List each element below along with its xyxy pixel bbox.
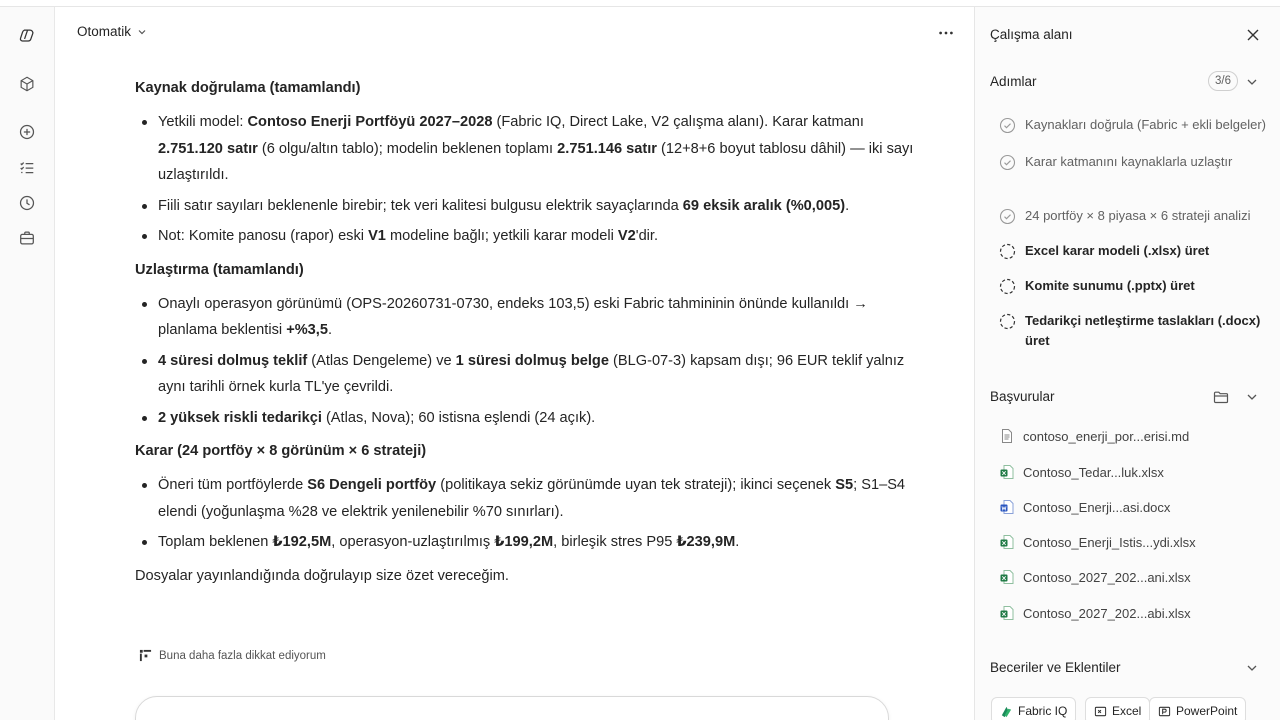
reference-name: contoso_enerji_por...erisi.md <box>1023 428 1190 444</box>
steps-progress-badge: 3/6 <box>1208 71 1238 91</box>
close-icon[interactable] <box>1244 26 1262 44</box>
fabric-icon <box>1000 705 1013 718</box>
bullet-list <box>135 291 915 432</box>
bullet-item <box>135 405 915 432</box>
check-circle-icon <box>999 208 1016 225</box>
step-label: Tedarikçi netleştirme taslakları (.docx) üret <box>1025 313 1261 348</box>
bold-text: V1 <box>368 228 386 244</box>
closing-text: Dosyalar yayınlandığında doğrulayıp size özet vereceğim. <box>135 567 509 584</box>
excel-file-icon <box>999 605 1015 621</box>
text-segment: Not: Komite panosu (rapor) eski <box>158 228 369 244</box>
skill-chip-label: PowerPoint <box>1176 704 1238 718</box>
text-segment: Öneri tüm portföylerde <box>158 477 308 493</box>
bullet-item <box>135 291 915 344</box>
excel-icon <box>1094 705 1107 718</box>
skills-chevron-down-icon[interactable] <box>1245 661 1259 675</box>
text-segment: Onaylı operasyon görünümü (OPS-20260731-0730, endeks 103,5) eski Fabric tahmininin önünde kullanıldı → planlama beklentisi <box>158 295 868 338</box>
skills-header: Beceriler ve Eklentiler <box>990 660 1121 675</box>
bullet-list <box>135 109 915 250</box>
chevron-down-icon <box>137 27 147 37</box>
reference-item[interactable] <box>999 499 1170 515</box>
text-segment: (Fabric IQ, Direct Lake, V2 çalışma alanı). Karar katmanı <box>492 114 864 130</box>
excel-file-icon <box>999 569 1015 585</box>
text-segment: (politikaya sekiz görünümde uyan tek strateji); ikinci seçenek <box>436 477 836 493</box>
assistant-message <box>135 75 915 589</box>
left-rail <box>0 7 55 720</box>
step-item[interactable] <box>999 241 1269 261</box>
agents-icon[interactable] <box>17 74 37 94</box>
check-circle-icon <box>999 117 1016 134</box>
pending-circle-icon <box>999 243 1016 260</box>
bold-text: ₺192,5M <box>272 534 332 550</box>
powerpoint-icon <box>1158 705 1171 718</box>
reference-name: Contoso_Enerji...asi.docx <box>1023 499 1171 515</box>
references-header: Başvurular <box>990 389 1055 404</box>
panel-title: Çalışma alanı <box>990 27 1073 42</box>
bullet-item <box>135 193 915 220</box>
pending-circle-icon <box>999 313 1016 330</box>
step-label: Komite sunumu (.pptx) üret <box>1025 278 1195 293</box>
text-segment: (6 olgu/altın tablo); modelin beklenen toplamı <box>257 140 558 157</box>
bold-text: S6 Dengeli portföy <box>307 477 437 493</box>
chat-composer-input[interactable] <box>135 696 889 720</box>
step-label: Excel karar modeli (.xlsx) üret <box>1025 243 1210 258</box>
reference-item[interactable] <box>999 428 1189 444</box>
top-border <box>0 0 1280 7</box>
reference-item[interactable] <box>999 464 1164 480</box>
word-file-icon <box>999 499 1015 515</box>
references-chevron-down-icon[interactable] <box>1245 390 1259 404</box>
history-clock-icon[interactable] <box>17 193 37 213</box>
text-segment: . <box>735 534 740 550</box>
skill-chip-excel[interactable] <box>1085 697 1150 720</box>
text-segment: . <box>327 322 333 338</box>
new-chat-icon[interactable] <box>17 122 37 142</box>
bold-text: 2 yüksek riskli tedarikçi <box>158 409 322 426</box>
step-label: Karar katmanını kaynaklarla uzlaştır <box>1025 154 1233 169</box>
bold-text: Contoso Enerji Portföyü 2027–2028 <box>247 114 493 130</box>
skill-chip-label: Fabric IQ <box>1018 704 1068 718</box>
more-options-button[interactable] <box>936 23 956 43</box>
attention-note <box>139 649 326 662</box>
text-segment: ; S1–S4 elendi (yoğunlaşma %28 ve elektrik yenilenebilir %70 sınırları). <box>158 477 906 520</box>
bold-text: 1 süresi dolmuş belge <box>455 352 609 369</box>
briefcase-icon[interactable] <box>17 228 37 248</box>
text-file-icon <box>999 428 1015 444</box>
bold-text: 69 eksik aralık (%0,005) <box>682 197 846 214</box>
section-title: Karar (24 portföy × 8 görünüm × 6 strateji) <box>135 443 427 459</box>
text-segment: Toplam beklenen <box>158 534 273 550</box>
bold-text: S5 <box>835 477 854 493</box>
bullet-item <box>135 348 915 401</box>
copilot-logo-icon[interactable] <box>17 26 37 46</box>
skill-chip-label: Excel <box>1112 704 1142 718</box>
reference-name: Contoso_Enerji_Istis...ydi.xlsx <box>1023 534 1196 550</box>
step-item[interactable] <box>999 115 1269 135</box>
bold-text: +%3,5 <box>286 322 328 338</box>
text-segment: (Atlas Dengeleme) ve <box>307 352 456 369</box>
skill-chip-fabric-iq[interactable] <box>991 697 1076 720</box>
steps-header: Adımlar <box>990 74 1037 89</box>
step-item[interactable] <box>999 311 1269 351</box>
mode-label: Otomatik <box>77 24 132 39</box>
bold-text: 2.751.120 satır <box>158 140 258 157</box>
text-segment: Yetkili model: <box>158 114 248 130</box>
chat-main <box>56 7 973 720</box>
skill-chip-powerpoint[interactable] <box>1149 697 1246 720</box>
focus-icon <box>139 649 152 662</box>
reference-name: Contoso_Tedar...luk.xlsx <box>1023 464 1164 480</box>
text-segment: (BLG-07-3) kapsam dışı; 96 EUR teklif yalnız aynı tarihli örnek kurla TL'ye çevrildi. <box>158 352 905 395</box>
mode-dropdown[interactable] <box>77 24 147 39</box>
step-item[interactable] <box>999 152 1269 172</box>
bullet-list <box>135 472 915 556</box>
section-title: Uzlaştırma (tamamlandı) <box>135 261 304 278</box>
reference-item[interactable] <box>999 569 1191 585</box>
workspace-panel <box>974 7 1280 720</box>
section-title: Kaynak doğrulama (tamamlandı) <box>135 80 361 96</box>
text-segment: . <box>845 197 850 214</box>
text-segment: modeline bağlı; yetkili karar modeli <box>385 228 618 244</box>
bold-text: ₺199,2M <box>494 534 554 550</box>
step-item[interactable] <box>999 206 1269 226</box>
excel-file-icon <box>999 464 1015 480</box>
bullet-item <box>135 223 915 250</box>
excel-file-icon <box>999 534 1015 550</box>
bullet-item <box>135 529 915 556</box>
reference-name: Contoso_2027_202...ani.xlsx <box>1023 569 1191 585</box>
step-label: Kaynakları doğrula (Fabric + ekli belgeler) <box>1025 117 1266 132</box>
text-segment: Fiili satır sayıları beklenenle birebir; tek veri kalitesi bulgusu elektrik sayaçlarında <box>158 197 683 214</box>
text-segment: (12+8+6 boyut tablosu dâhil) — iki sayı uzlaştırıldı. <box>158 140 914 183</box>
reference-item[interactable] <box>999 605 1191 621</box>
steps-chevron-down-icon[interactable] <box>1245 75 1259 89</box>
check-circle-icon <box>999 154 1016 171</box>
bold-text: 4 süresi dolmuş teklif <box>158 352 308 369</box>
text-segment: , birleşik stres P95 <box>553 534 677 550</box>
more-dots-icon <box>937 24 955 42</box>
tasks-list-icon[interactable] <box>17 158 37 178</box>
step-item[interactable] <box>999 276 1269 296</box>
bold-text: V2 <box>617 228 636 244</box>
text-segment: (Atlas, Nova); 60 istisna eşlendi (24 açık). <box>321 409 596 426</box>
step-label: 24 portföy × 8 piyasa × 6 strateji analizi <box>1025 208 1251 223</box>
attention-note-text: Buna daha fazla dikkat ediyorum <box>159 649 326 662</box>
bold-text: 2.751.146 satır <box>557 140 657 157</box>
folder-icon[interactable] <box>1213 389 1229 405</box>
pending-circle-icon <box>999 278 1016 295</box>
bold-text: ₺239,9M <box>676 534 736 550</box>
reference-name: Contoso_2027_202...abi.xlsx <box>1023 605 1191 621</box>
text-segment: 'dir. <box>635 228 659 244</box>
bullet-item <box>135 109 915 189</box>
bullet-item <box>135 472 915 525</box>
text-segment: , operasyon-uzlaştırılmış <box>331 534 495 550</box>
reference-item[interactable] <box>999 534 1196 550</box>
